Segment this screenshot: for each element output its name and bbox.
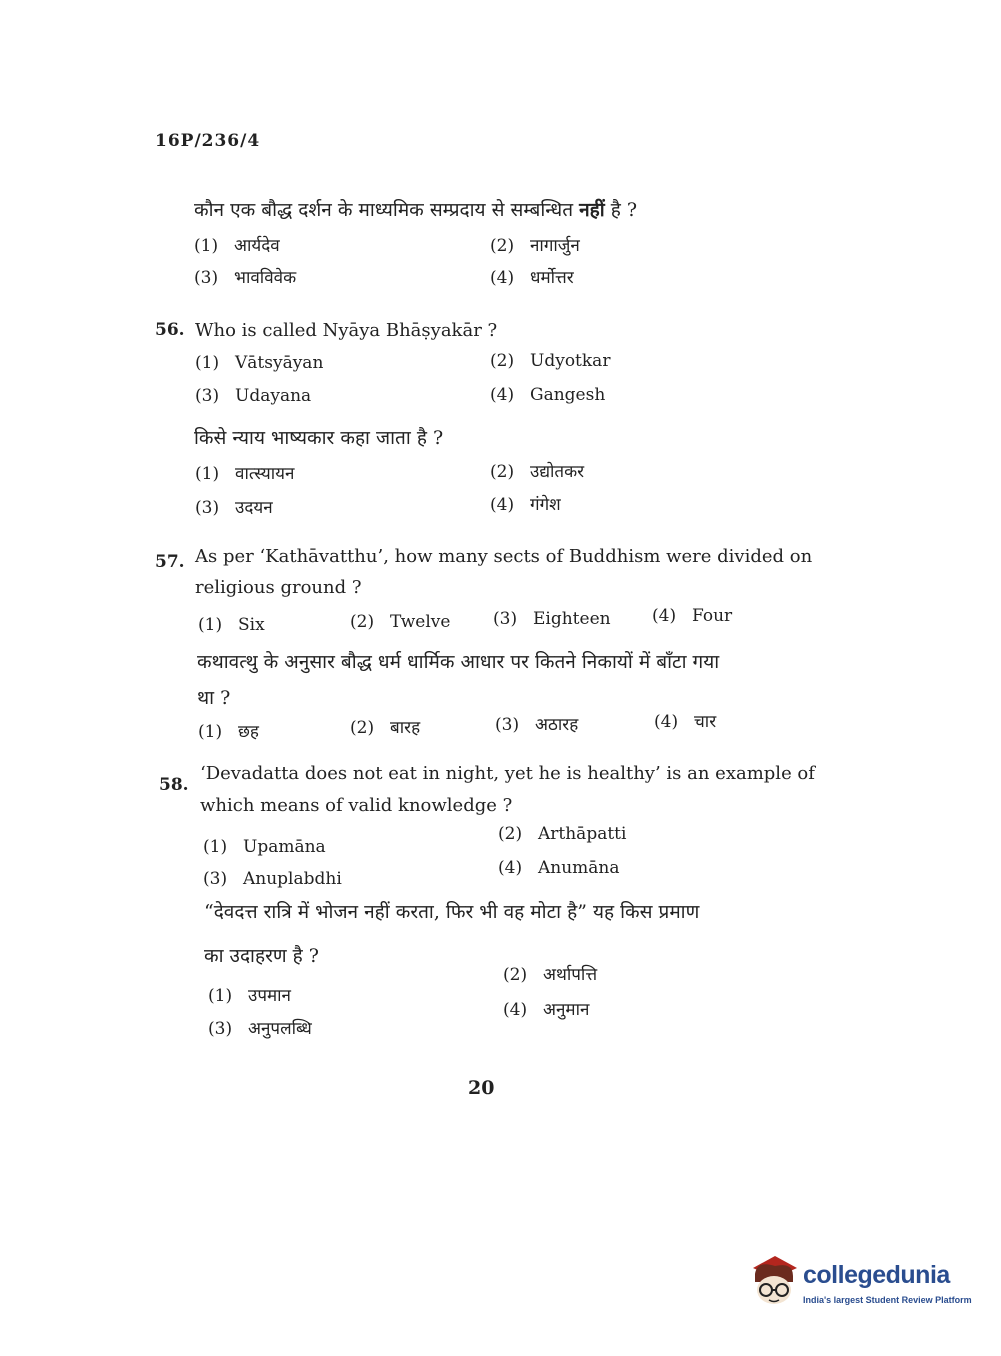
option-text: Four xyxy=(692,606,733,626)
q56-hindi-option-1 xyxy=(195,461,294,484)
q58-question-line1: ‘Devadatta does not eat in night, yet he is healthy’ is an example of xyxy=(200,763,815,784)
q57-option-4 xyxy=(652,606,732,626)
option-number: (4) xyxy=(654,712,679,732)
q56-option-4 xyxy=(490,385,605,405)
option-text: Eighteen xyxy=(533,609,611,629)
option-number: (2) xyxy=(498,824,523,844)
q58-hindi-option-2 xyxy=(503,962,597,985)
option-number: (2) xyxy=(490,236,515,256)
q55-hindi-question-post: है ? xyxy=(604,199,638,221)
option-number: (1) xyxy=(194,236,219,256)
q56-option-2 xyxy=(490,351,610,371)
q55-hindi-question-bold: नहीं xyxy=(579,199,605,221)
option-number: (2) xyxy=(490,351,515,371)
q55-hindi-question xyxy=(194,196,637,222)
q55-hindi-option-4 xyxy=(490,265,574,288)
option-number: (3) xyxy=(203,869,228,889)
option-text: Twelve xyxy=(390,612,451,632)
option-text: उपमान xyxy=(248,986,291,1006)
option-number: (3) xyxy=(495,715,520,735)
option-number: (3) xyxy=(195,386,220,406)
q58-question-line2: which means of valid knowledge ? xyxy=(200,795,513,816)
option-text: Vātsyāyan xyxy=(235,353,324,373)
option-number: (1) xyxy=(203,837,228,857)
q55-hindi-question-pre: कौन एक बौद्ध दर्शन के माध्यमिक सम्प्रदाय से सम्बन्धित xyxy=(194,199,580,221)
q57-hindi-option-4 xyxy=(654,709,716,732)
q57-hindi-line2: था ? xyxy=(197,687,231,709)
q57-number: 57. xyxy=(155,552,185,572)
option-number: (3) xyxy=(208,1019,233,1039)
brand-name: collegedunia xyxy=(803,1261,950,1289)
option-text: अर्थापत्ति xyxy=(543,965,598,985)
option-number: (1) xyxy=(208,986,233,1006)
option-text: धर्मोत्तर xyxy=(530,268,574,288)
option-number: (1) xyxy=(198,722,223,742)
q58-hindi-line1: “देवदत्त रात्रि में भोजन नहीं करता, फिर भी वह मोटा है” यह किस प्रमाण xyxy=(204,901,700,923)
q56-question: Who is called Nyāya Bhāṣyakār ? xyxy=(195,320,498,341)
collegedunia-watermark xyxy=(745,1252,970,1312)
option-number: (3) xyxy=(195,498,220,518)
option-text: आर्यदेव xyxy=(234,236,280,256)
q57-hindi-line1: कथावत्थु के अनुसार बौद्ध धर्म धार्मिक आधार पर कितने निकायों में बाँटा गया xyxy=(197,651,720,673)
q56-option-3 xyxy=(195,386,311,406)
option-text: Six xyxy=(238,615,265,635)
q56-option-1 xyxy=(195,353,323,373)
q57-hindi-option-1 xyxy=(198,719,259,742)
option-text: बारह xyxy=(390,718,421,738)
q56-hindi-option-4 xyxy=(490,492,561,515)
q58-hindi-line2: का उदाहरण है ? xyxy=(204,945,319,967)
q56-hindi-option-2 xyxy=(490,459,584,482)
option-text: उद्योतकर xyxy=(530,462,585,482)
option-text: नागार्जुन xyxy=(530,236,580,256)
q56-hindi-question: किसे न्याय भाष्यकार कहा जाता है ? xyxy=(194,427,444,449)
option-number: (2) xyxy=(490,462,515,482)
option-number: (1) xyxy=(195,353,220,373)
option-text: उदयन xyxy=(235,498,273,518)
brand-tagline: India's largest Student Review Platform xyxy=(803,1295,972,1305)
mascot-with-glasses-icon xyxy=(745,1252,801,1310)
option-number: (1) xyxy=(195,464,220,484)
q58-hindi-option-3 xyxy=(208,1016,312,1039)
option-text: Udayana xyxy=(235,386,312,406)
q56-hindi-option-3 xyxy=(195,495,273,518)
option-text: Anumāna xyxy=(538,858,620,878)
q55-hindi-option-1 xyxy=(194,233,280,256)
option-number: (4) xyxy=(503,1000,528,1020)
option-number: (1) xyxy=(198,615,223,635)
q57-option-3 xyxy=(493,609,611,629)
option-number: (3) xyxy=(194,268,219,288)
option-text: Udyotkar xyxy=(530,351,611,371)
option-text: Arthāpatti xyxy=(538,824,627,844)
option-number: (2) xyxy=(503,965,528,985)
q58-option-1 xyxy=(203,837,326,857)
q58-option-4 xyxy=(498,858,620,878)
paper-code: 16P/236/4 xyxy=(155,131,261,151)
q58-number: 58. xyxy=(159,775,189,795)
option-text: अनुमान xyxy=(543,1000,590,1020)
q57-question-line2: religious ground ? xyxy=(195,577,362,598)
q57-option-1 xyxy=(198,615,265,635)
q55-hindi-option-2 xyxy=(490,233,580,256)
option-number: (4) xyxy=(498,858,523,878)
option-number: (2) xyxy=(350,718,375,738)
q55-hindi-option-3 xyxy=(194,265,296,288)
option-text: चार xyxy=(694,712,717,732)
option-number: (2) xyxy=(350,612,375,632)
q57-question-line1: As per ‘Kathāvatthu’, how many sects of Buddhism were divided on xyxy=(195,546,813,567)
option-number: (4) xyxy=(490,495,515,515)
option-text: अठारह xyxy=(535,715,579,735)
option-text: वात्स्यायन xyxy=(235,464,295,484)
option-text: अनुपलब्धि xyxy=(248,1019,312,1039)
q58-option-2 xyxy=(498,824,626,844)
option-text: Anuplabdhi xyxy=(243,869,342,889)
q57-hindi-option-2 xyxy=(350,715,420,738)
option-number: (3) xyxy=(493,609,518,629)
q57-hindi-option-3 xyxy=(495,712,578,735)
page-number: 20 xyxy=(468,1077,495,1099)
option-number: (4) xyxy=(652,606,677,626)
option-text: छह xyxy=(238,722,259,742)
q58-hindi-option-1 xyxy=(208,983,291,1006)
option-text: Gangesh xyxy=(530,385,606,405)
q58-option-3 xyxy=(203,869,342,889)
q56-number: 56. xyxy=(155,320,185,340)
option-text: Upamāna xyxy=(243,837,326,857)
q57-option-2 xyxy=(350,612,450,632)
option-number: (4) xyxy=(490,385,515,405)
option-number: (4) xyxy=(490,268,515,288)
option-text: भावविवेक xyxy=(234,268,297,288)
option-text: गंगेश xyxy=(530,495,561,515)
q58-hindi-option-4 xyxy=(503,997,589,1020)
